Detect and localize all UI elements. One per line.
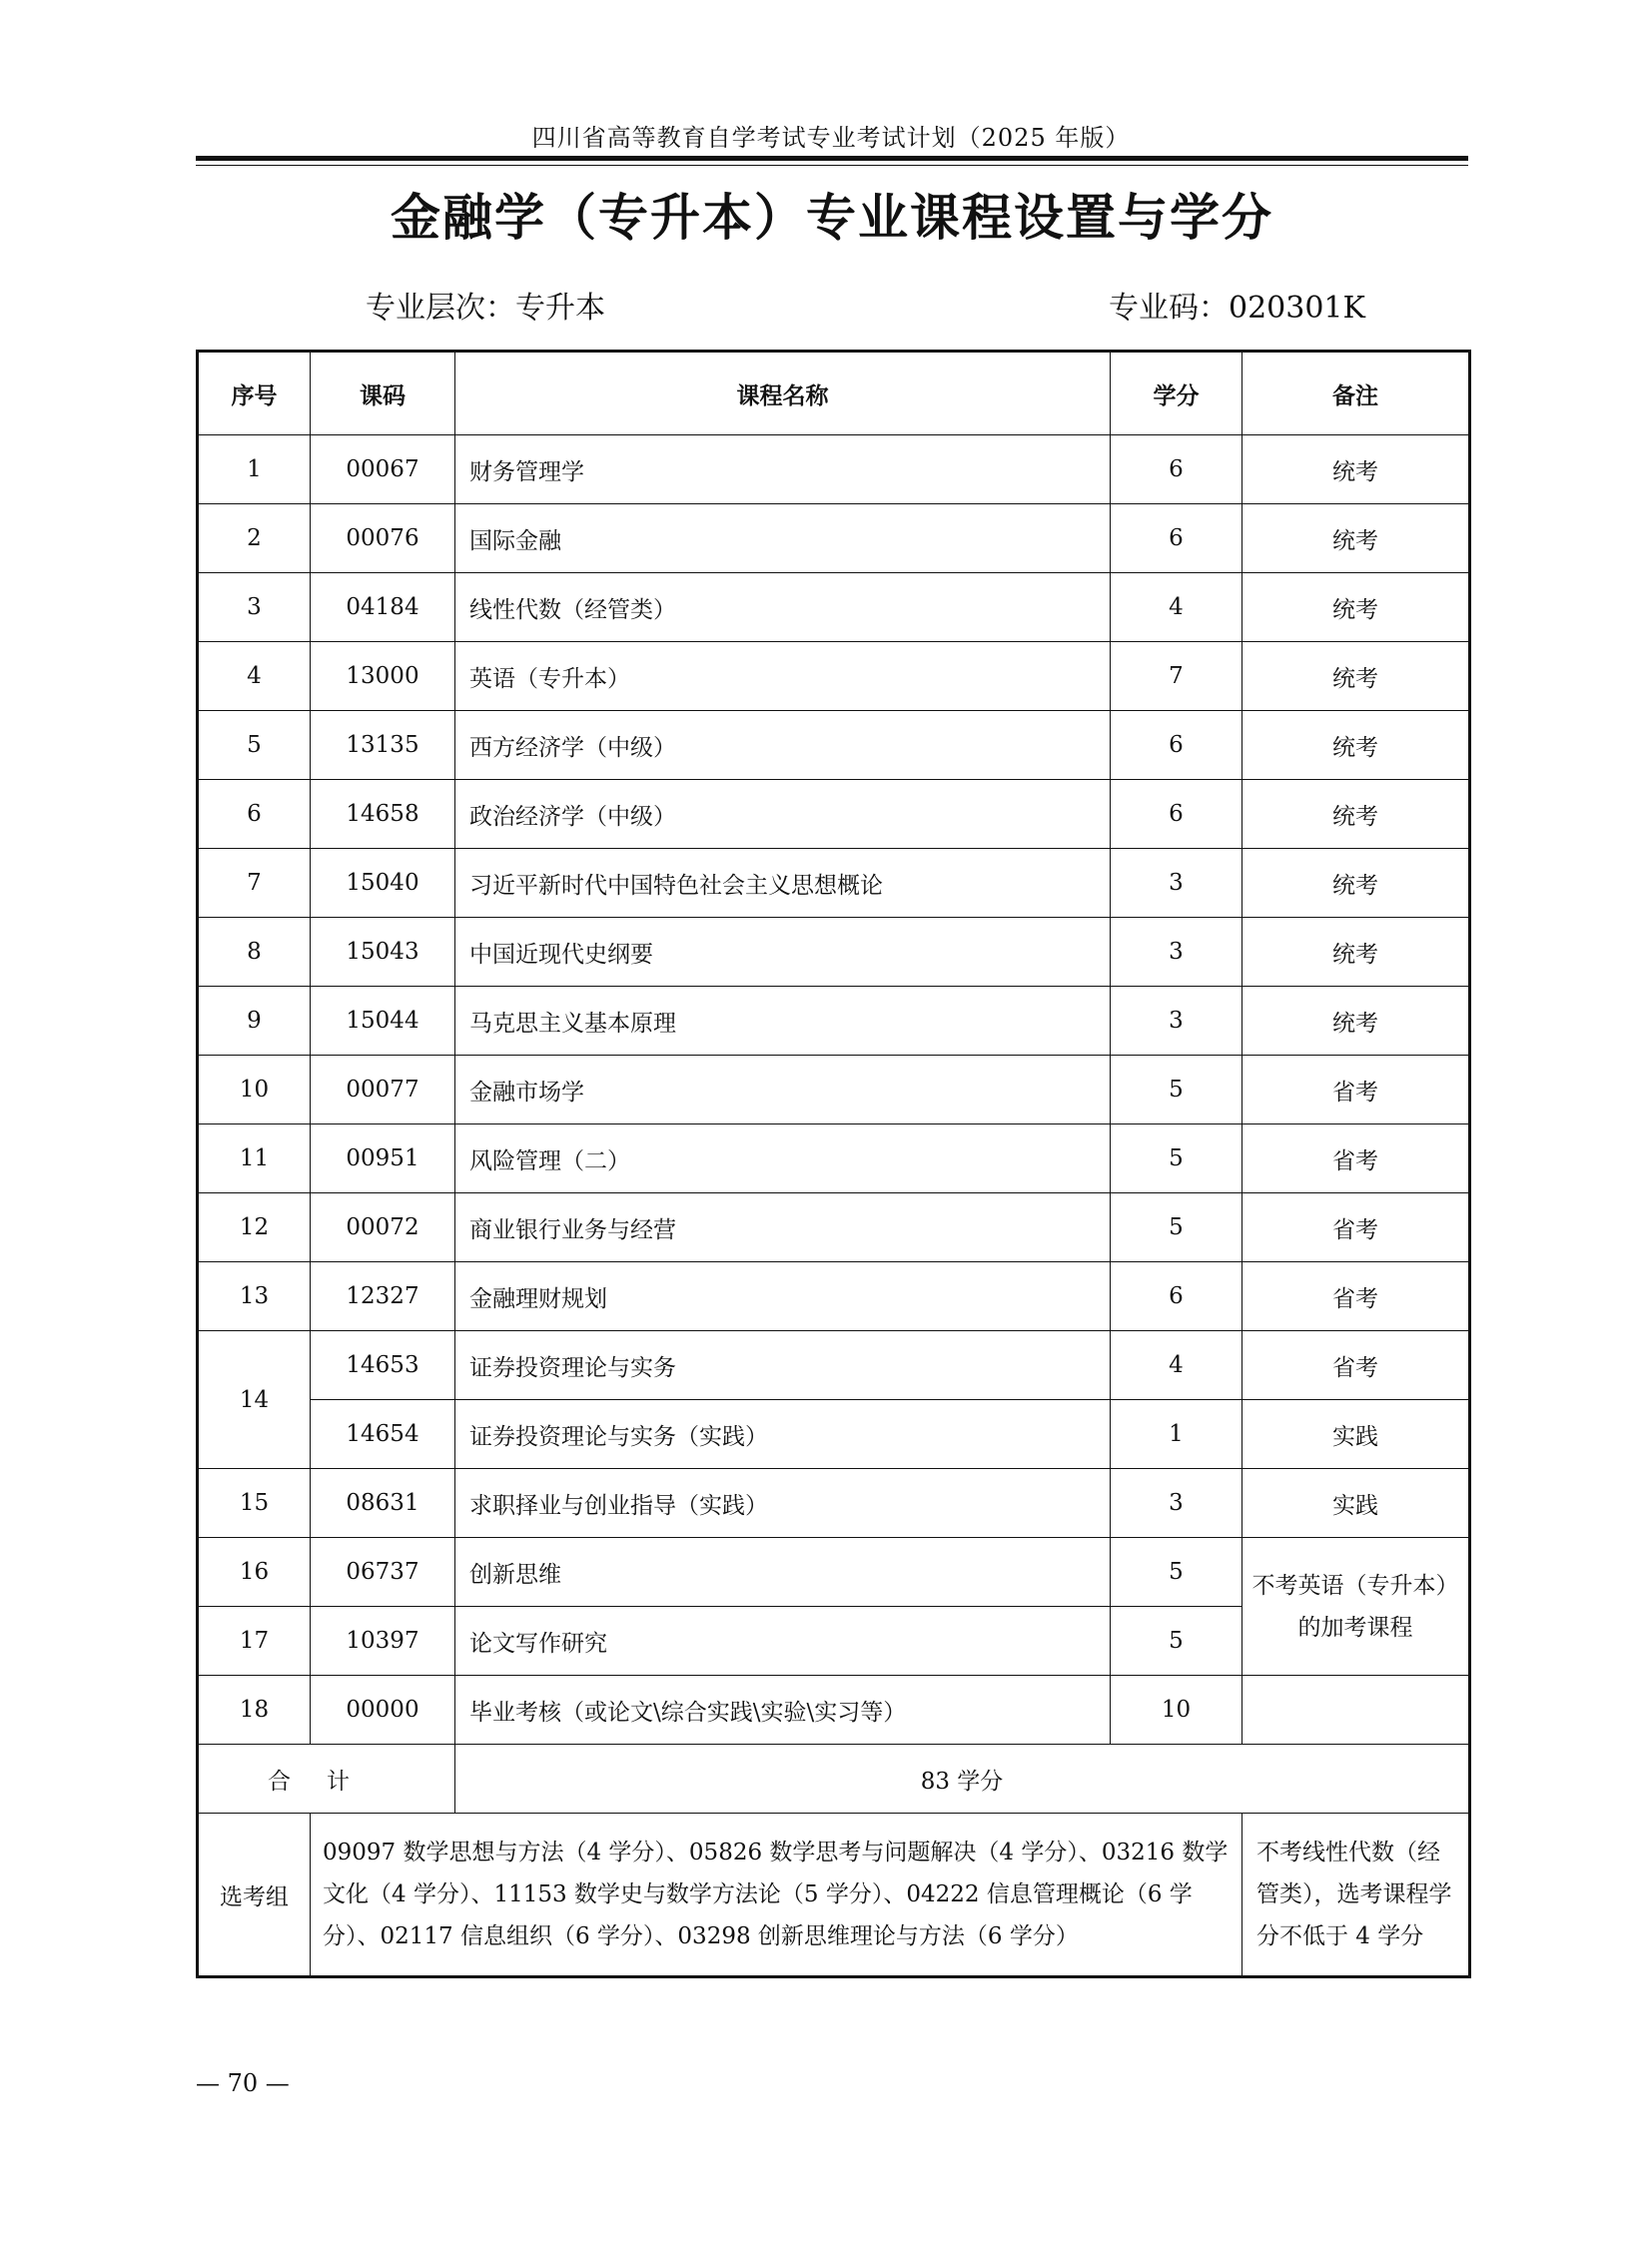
cell-credit: 7 [1111,642,1242,711]
cell-credit: 5 [1111,1607,1242,1676]
table-row [198,435,1470,504]
cell-note: 省考 [1242,1056,1470,1124]
cell-credit: 10 [1111,1676,1242,1745]
cell-credit: 6 [1111,504,1242,573]
cell-name: 金融市场学 [455,1056,1111,1124]
cell-code: 08631 [311,1469,455,1538]
cell-note: 省考 [1242,1262,1470,1331]
cell-code: 00951 [311,1124,455,1193]
cell-note: 统考 [1242,987,1470,1056]
cell-name: 线性代数（经管类） [455,573,1111,642]
cell-code: 00000 [311,1676,455,1745]
cell-credit: 5 [1111,1056,1242,1124]
cell-code: 14658 [311,780,455,849]
cell-credit: 6 [1111,711,1242,780]
cell-note: 省考 [1242,1193,1470,1262]
cell-code: 00076 [311,504,455,573]
header-name: 课程名称 [455,352,1111,435]
cell-name: 习近平新时代中国特色社会主义思想概论 [455,849,1111,918]
header-seq: 序号 [198,352,311,435]
elective-note: 不考线性代数（经管类），选考课程学分不低于 4 学分 [1242,1814,1470,1977]
cell-credit: 6 [1111,435,1242,504]
cell-credit: 3 [1111,918,1242,987]
cell-code: 14654 [311,1400,455,1469]
major-level [366,283,605,327]
table-row [198,780,1470,849]
total-row [198,1745,1470,1814]
cell-note: 统考 [1242,435,1470,504]
table-row [198,504,1470,573]
cell-note: 不考英语（专升本）的加考课程 [1242,1538,1470,1676]
cell-name: 证券投资理论与实务 [455,1331,1111,1400]
cell-credit: 1 [1111,1400,1242,1469]
cell-note: 统考 [1242,780,1470,849]
total-label: 合计 [198,1745,455,1814]
cell-seq: 10 [198,1056,311,1124]
cell-note: 省考 [1242,1124,1470,1193]
cell-name: 金融理财规划 [455,1262,1111,1331]
table-row [198,1400,1470,1469]
cell-code: 13000 [311,642,455,711]
cell-note [1242,1676,1470,1745]
table-row [198,1056,1470,1124]
table-row [198,1193,1470,1262]
cell-seq: 2 [198,504,311,573]
cell-name: 风险管理（二） [455,1124,1111,1193]
table-row [198,573,1470,642]
cell-note: 统考 [1242,642,1470,711]
major-code-value: 020301K [1229,291,1365,326]
cell-code: 10397 [311,1607,455,1676]
cell-name: 证券投资理论与实务（实践） [455,1400,1111,1469]
cell-name: 毕业考核（或论文\综合实践\实验\实习等） [455,1676,1111,1745]
cell-note: 统考 [1242,849,1470,918]
cell-credit: 3 [1111,849,1242,918]
table-row [198,849,1470,918]
table-row [198,1331,1470,1400]
cell-credit: 5 [1111,1124,1242,1193]
table-row [198,711,1470,780]
cell-code: 14653 [311,1331,455,1400]
major-code [1109,283,1365,327]
header-note: 备注 [1242,352,1470,435]
cell-name: 论文写作研究 [455,1607,1111,1676]
cell-name: 马克思主义基本原理 [455,987,1111,1056]
cell-note: 实践 [1242,1469,1470,1538]
cell-name: 西方经济学（中级） [455,711,1111,780]
cell-credit: 5 [1111,1193,1242,1262]
cell-name: 商业银行业务与经营 [455,1193,1111,1262]
table-row [198,1469,1470,1538]
cell-seq: 17 [198,1607,311,1676]
cell-seq: 5 [198,711,311,780]
cell-name: 创新思维 [455,1538,1111,1607]
cell-credit: 5 [1111,1538,1242,1607]
cell-code: 06737 [311,1538,455,1607]
page-number: — 70 — [196,2069,290,2097]
cell-code: 15044 [311,987,455,1056]
cell-name: 国际金融 [455,504,1111,573]
cell-note: 省考 [1242,1331,1470,1400]
total-value: 83 学分 [455,1745,1470,1814]
cell-seq: 8 [198,918,311,987]
cell-note: 统考 [1242,504,1470,573]
cell-credit: 3 [1111,1469,1242,1538]
cell-code: 12327 [311,1262,455,1331]
cell-seq: 6 [198,780,311,849]
cell-note: 统考 [1242,573,1470,642]
cell-code: 15043 [311,918,455,987]
cell-seq: 14 [198,1331,311,1469]
cell-note: 统考 [1242,711,1470,780]
major-level-value: 专升本 [515,291,605,326]
cell-seq: 4 [198,642,311,711]
cell-code: 15040 [311,849,455,918]
cell-name: 财务管理学 [455,435,1111,504]
elective-label: 选考组 [198,1814,311,1977]
cell-code: 13135 [311,711,455,780]
table-row [198,1676,1470,1745]
cell-credit: 4 [1111,1331,1242,1400]
major-code-label: 专业码： [1109,291,1229,326]
cell-credit: 6 [1111,780,1242,849]
cell-code: 04184 [311,573,455,642]
table-header-row [198,352,1470,435]
header-rule-thin [196,165,1468,166]
cell-code: 00077 [311,1056,455,1124]
cell-credit: 3 [1111,987,1242,1056]
elective-content: 09097 数学思想与方法（4 学分）、05826 数学思考与问题解决（4 学分）、03216 数学文化（4 学分）、11153 数学史与数学方法论（5 学分）、04222 信息管理概论（6 学分）、02117 信息组织（6 学分）、03298 创新思维理论与方法（6 学分） [311,1814,1242,1977]
cell-name: 中国近现代史纲要 [455,918,1111,987]
major-level-label: 专业层次： [366,291,515,326]
cell-credit: 6 [1111,1262,1242,1331]
cell-name: 英语（专升本） [455,642,1111,711]
cell-seq: 18 [198,1676,311,1745]
cell-name: 政治经济学（中级） [455,780,1111,849]
running-header: 四川省高等教育自学考试专业考试计划（2025 年版） [531,124,1131,152]
elective-row [198,1814,1470,1977]
cell-seq: 1 [198,435,311,504]
cell-code: 00067 [311,435,455,504]
course-table [196,350,1471,1978]
cell-seq: 13 [198,1262,311,1331]
cell-note: 统考 [1242,918,1470,987]
cell-seq: 7 [198,849,311,918]
table-row [198,642,1470,711]
table-row [198,987,1470,1056]
page-title: 金融学（专升本）专业课程设置与学分 [391,189,1273,247]
cell-seq: 12 [198,1193,311,1262]
cell-seq: 3 [198,573,311,642]
header-rule [196,156,1468,161]
table-row [198,1538,1470,1607]
cell-name: 求职择业与创业指导（实践） [455,1469,1111,1538]
cell-credit: 4 [1111,573,1242,642]
cell-seq: 15 [198,1469,311,1538]
table-row [198,918,1470,987]
cell-seq: 9 [198,987,311,1056]
table-row [198,1124,1470,1193]
cell-seq: 11 [198,1124,311,1193]
cell-note: 实践 [1242,1400,1470,1469]
table-row [198,1262,1470,1331]
header-credit: 学分 [1111,352,1242,435]
header-code: 课码 [311,352,455,435]
cell-code: 00072 [311,1193,455,1262]
cell-seq: 16 [198,1538,311,1607]
